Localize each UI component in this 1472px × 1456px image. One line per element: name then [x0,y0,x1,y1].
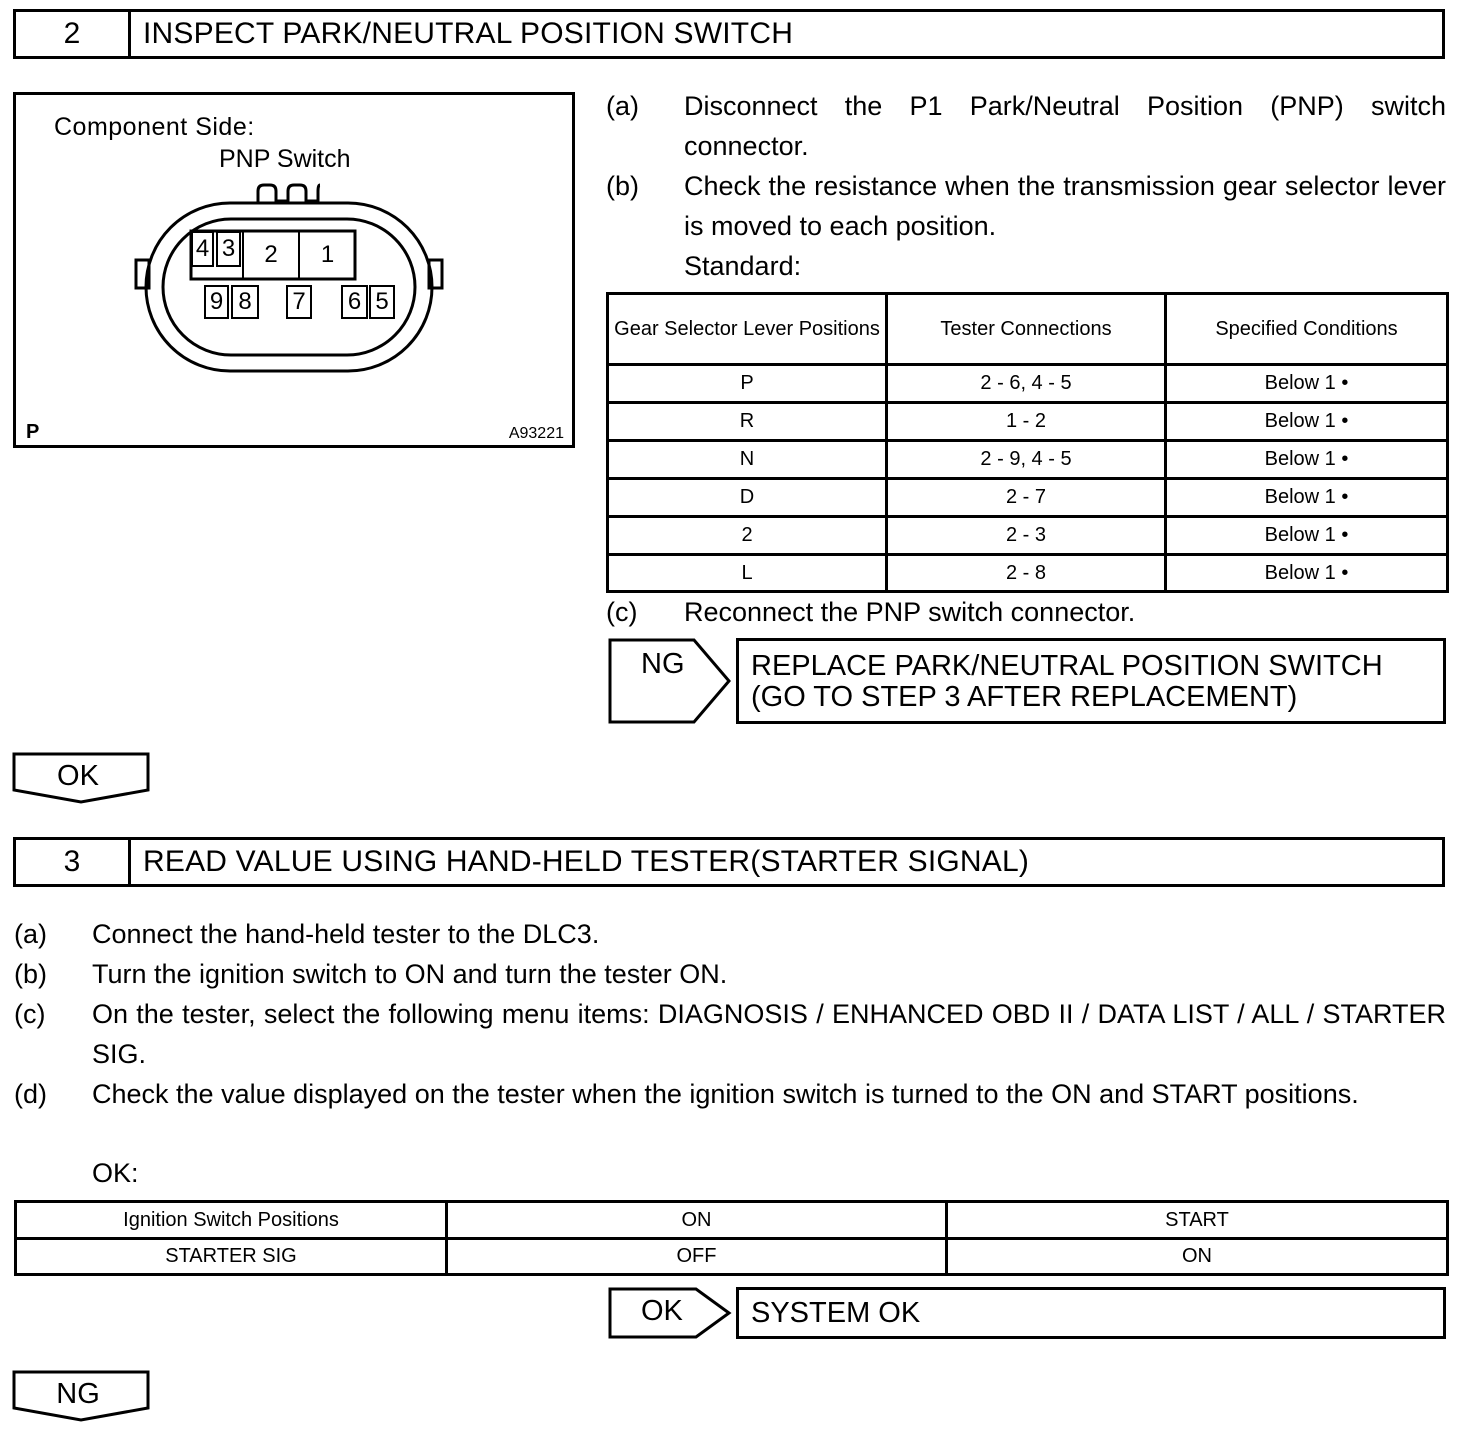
step-2-header [13,9,1445,59]
pin-8: 8 [231,285,259,319]
standard-label: Standard: [684,251,802,281]
pin-5: 5 [369,285,395,319]
table-cell: OFF [447,1239,947,1275]
diagram-switch-label: PNP Switch [219,145,351,173]
ng-branch-label: NG [641,648,685,680]
ok-flow-arrow [12,752,150,804]
pin-6: 6 [341,285,368,319]
header-tester-connections: Tester Connections [887,294,1166,365]
step-2-instruction-c [606,592,1446,632]
instruction-label: (b) [14,959,47,989]
ng-flow-arrow [12,1370,150,1422]
step-3-instruction-b [14,954,1446,994]
pin-4: 4 [191,231,214,267]
ng-flow-label: NG [56,1378,100,1410]
step-2-number: 2 [16,12,131,56]
table-header-row [16,1202,1448,1239]
step-3-instruction-c [14,994,1446,1074]
table-row [608,441,1448,479]
table-cell: L [608,555,887,592]
table-cell: 2 [608,517,887,555]
ok-branch-label: OK [641,1295,683,1327]
connector-diagram [13,92,575,448]
instruction-label: (a) [606,91,639,121]
step-2-instruction-b [606,166,1446,246]
step-3-instruction-a [14,914,1446,954]
pin-3: 3 [216,231,241,267]
header-gear-positions: Gear Selector Lever Positions [608,294,887,365]
table-cell: R [608,403,887,441]
instruction-label: (c) [14,999,46,1029]
step-3-title: READ VALUE USING HAND-HELD TESTER(STARTER SIGNAL) [143,845,1030,878]
table-cell: N [608,441,887,479]
instruction-text: Connect the hand-held tester to the DLC3. [92,919,600,949]
table-cell: START [947,1202,1448,1239]
table-cell: ON [447,1202,947,1239]
ok-branch-arrow [608,1287,732,1339]
diagram-heading: Component Side: [54,113,255,141]
instruction-label: (d) [14,1079,47,1109]
table-cell: STARTER SIG [16,1239,447,1275]
ok-criteria-label: OK: [92,1158,139,1188]
table-row [608,479,1448,517]
table-cell: ON [947,1239,1448,1275]
table-cell: Below 1 • [1166,403,1448,441]
ok-branch-action: SYSTEM OK [736,1287,1446,1339]
table-row [608,517,1448,555]
step-2-instruction-a [606,86,1446,166]
pin-2: 2 [242,231,300,279]
table-cell: 1 - 2 [887,403,1166,441]
diagram-code: A93221 [508,425,564,442]
table-cell: 2 - 6, 4 - 5 [887,365,1166,403]
table-header-row [608,294,1448,365]
step-2-title: INSPECT PARK/NEUTRAL POSITION SWITCH [143,17,794,50]
ignition-table [14,1200,1449,1276]
pin-7: 7 [286,285,312,319]
table-cell: Ignition Switch Positions [16,1202,447,1239]
resistance-table [606,292,1449,593]
pin-1: 1 [320,241,335,268]
ng-action-line-2: (GO TO STEP 3 AFTER REPLACEMENT) [751,681,1298,713]
instruction-text: Check the resistance when the transmission gear selector lever is moved to each position. [684,171,1446,241]
table-cell: P [608,365,887,403]
instruction-text: Turn the ignition switch to ON and turn the tester ON. [92,959,728,989]
step-3-header [13,837,1445,887]
table-cell: 2 - 7 [887,479,1166,517]
header-specified-conditions: Specified Conditions [1166,294,1448,365]
step-3-instruction-d [14,1074,1446,1154]
table-cell: Below 1 • [1166,365,1448,403]
table-cell: Below 1 • [1166,441,1448,479]
ng-action-line-1: REPLACE PARK/NEUTRAL POSITION SWITCH [751,650,1383,682]
table-cell: Below 1 • [1166,517,1448,555]
table-cell: 2 - 9, 4 - 5 [887,441,1166,479]
step-3-number: 3 [16,840,131,884]
ng-branch-arrow [608,638,732,724]
instruction-text: On the tester, select the following menu items: DIAGNOSIS / ENHANCED OBD II / DATA LIST / ALL / STARTER SIG. [92,999,1446,1069]
instruction-text: Disconnect the P1 Park/Neutral Position (PNP) switch connector. [684,91,1446,161]
instruction-label: (c) [606,597,638,627]
instruction-text: Reconnect the PNP switch connector. [684,597,1136,627]
table-cell: D [608,479,887,517]
ok-flow-label: OK [57,760,99,792]
instruction-label: (b) [606,171,639,201]
ng-branch-action [736,638,1446,724]
table-row [608,365,1448,403]
table-cell: 2 - 3 [887,517,1166,555]
table-cell: Below 1 • [1166,555,1448,592]
table-row [608,403,1448,441]
table-cell: Below 1 • [1166,479,1448,517]
instruction-text: Check the value displayed on the tester when the ignition switch is turned to the ON and START positions. [92,1079,1359,1109]
diagram-corner-label: P [26,421,40,443]
table-cell: 2 - 8 [887,555,1166,592]
table-row [16,1239,1448,1275]
table-row [608,555,1448,592]
instruction-label: (a) [14,919,47,949]
pin-9: 9 [204,285,229,319]
